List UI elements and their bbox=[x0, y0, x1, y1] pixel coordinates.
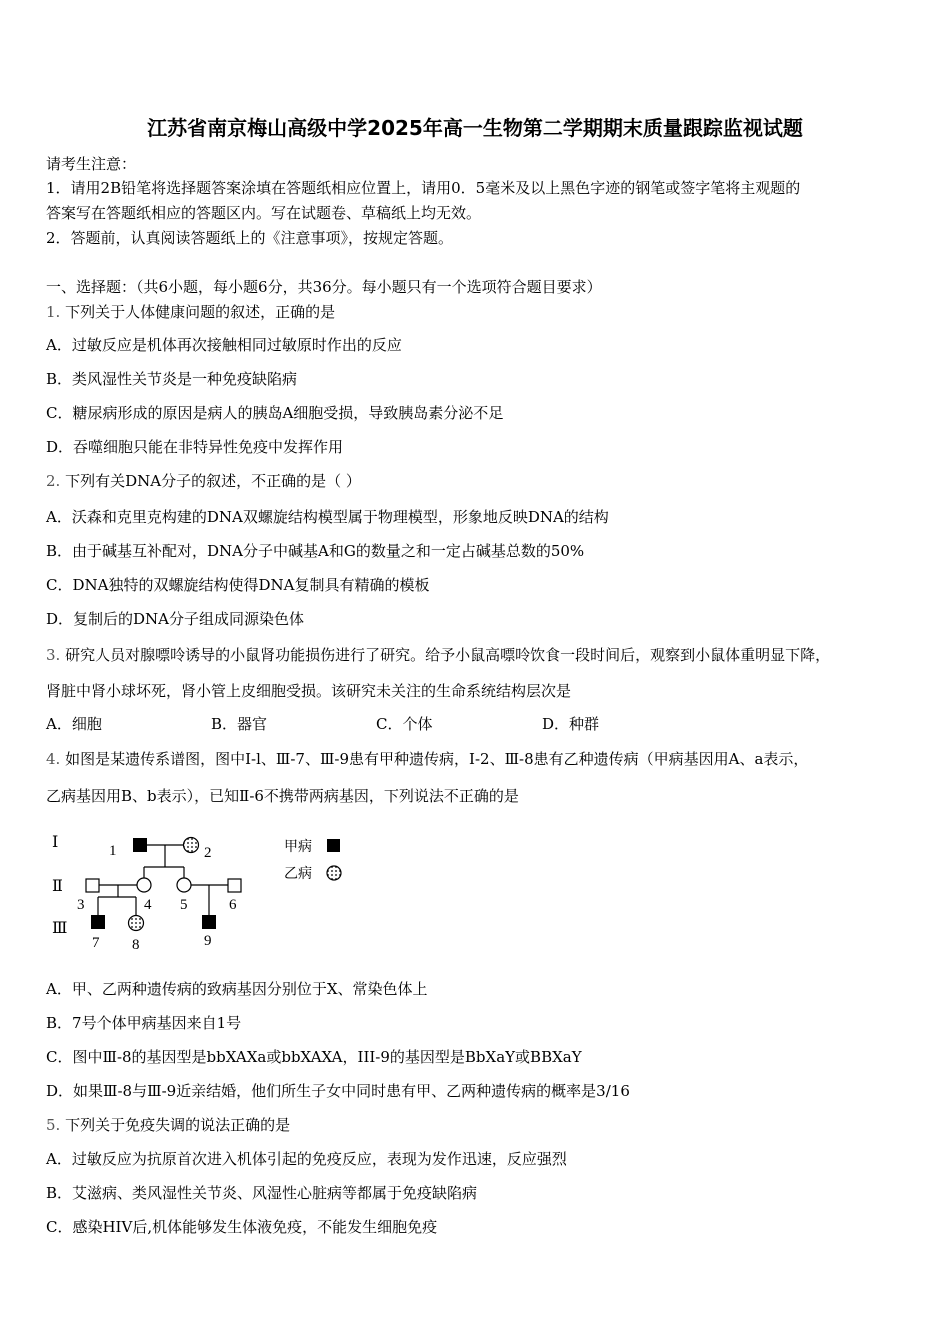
q2-option-b: B．由于碱基互补配对，DNA分子中碱基A和G的数量之和一定占碱基总数的50% bbox=[46, 542, 585, 560]
question-2-stem bbox=[46, 471, 920, 491]
generation-label-3: Ⅲ bbox=[52, 920, 68, 937]
q4-option-b: B．7号个体甲病基因来自1号 bbox=[46, 1014, 242, 1032]
q2-option-d: D．复制后的DNA分子组成同源染色体 bbox=[46, 610, 305, 628]
question-3-stem-cont: 肾脏中肾小球坏死，肾小管上皮细胞受损。该研究未关注的生命系统结构层次是 bbox=[46, 682, 572, 700]
question-text: 研究人员对腺嘌呤诱导的小鼠肾功能损伤进行了研究。给予小鼠高嘌呤饮食一段时间后，观察到小鼠体重明显下降， bbox=[65, 646, 831, 664]
question-1-stem bbox=[46, 302, 920, 322]
q1-option-c: C．糖尿病形成的原因是病人的胰岛A细胞受损，导致胰岛素分泌不足 bbox=[46, 404, 504, 422]
q3-option-d: D．种群 bbox=[542, 715, 600, 733]
individual-6 bbox=[228, 879, 241, 892]
label-4: 4 bbox=[144, 897, 152, 913]
q2-option-a: A．沃森和克里克构建的DNA双螺旋结构模型属于物理模型，形象地反映DNA的结构 bbox=[46, 508, 609, 526]
question-text: 下列关于人体健康问题的叙述，正确的是 bbox=[65, 303, 336, 321]
notice-item: 1．请用2B铅笔将选择题答案涂填在答题纸相应位置上，请用0．5毫米及以上黑色字迹的钢笔或签字笔将主观题的 bbox=[46, 179, 801, 197]
label-8: 8 bbox=[132, 937, 140, 953]
individual-9-affected-a bbox=[202, 915, 216, 929]
label-9: 9 bbox=[204, 933, 212, 949]
question-5-stem bbox=[46, 1115, 920, 1135]
notice-heading: 请考生注意： bbox=[46, 155, 137, 173]
label-6: 6 bbox=[229, 897, 237, 913]
label-3: 3 bbox=[77, 897, 85, 913]
q1-option-a: A．过敏反应是机体再次接触相同过敏原时作出的反应 bbox=[46, 336, 402, 354]
question-4-stem-cont: 乙病基因用B、b表示），已知Ⅱ-6不携带两病基因，下列说法不正确的是 bbox=[46, 787, 519, 805]
question-number: 3. bbox=[46, 646, 61, 664]
legend-yi: 乙病 bbox=[284, 867, 312, 882]
q3-option-a: A．细胞 bbox=[46, 715, 102, 733]
legend-yi-symbol bbox=[327, 866, 341, 880]
q4-option-d: D．如果Ⅲ-8与Ⅲ-9近亲结婚，他们所生子女中同时患有甲、乙两种遗传病的概率是3/16 bbox=[46, 1082, 630, 1100]
question-text: 下列有关DNA分子的叙述，不正确的是（ ） bbox=[65, 472, 361, 490]
q4-option-a: A．甲、乙两种遗传病的致病基因分别位于X、常染色体上 bbox=[46, 980, 428, 998]
question-number: 5. bbox=[46, 1116, 61, 1134]
pedigree-chart bbox=[46, 825, 366, 955]
legend-jia: 甲病 bbox=[284, 840, 312, 855]
individual-8-affected-b bbox=[129, 916, 144, 931]
label-7: 7 bbox=[92, 935, 100, 951]
q4-option-c: C．图中Ⅲ-8的基因型是bbXAXa或bbXAXA，III-9的基因型是BbXaY或BBXaY bbox=[46, 1048, 582, 1066]
notice-item: 2．答题前，认真阅读答题纸上的《注意事项》，按规定答题。 bbox=[46, 229, 454, 247]
individual-1-affected-a bbox=[133, 838, 147, 852]
page-title: 江苏省南京梅山高级中学2025年高一生物第二学期期末质量跟踪监视试题 bbox=[147, 116, 803, 140]
q3-option-b: B．器官 bbox=[211, 715, 268, 733]
question-number: 1. bbox=[46, 303, 61, 321]
generation-label-2: Ⅱ bbox=[52, 878, 63, 895]
q1-option-b: B．类风湿性关节炎是一种免疫缺陷病 bbox=[46, 370, 298, 388]
question-text: 下列关于免疫失调的说法正确的是 bbox=[65, 1116, 291, 1134]
label-2: 2 bbox=[204, 845, 212, 861]
individual-2-affected-b bbox=[184, 838, 199, 853]
generation-label-1: Ⅰ bbox=[52, 834, 59, 851]
question-3-stem bbox=[46, 645, 940, 665]
individual-4 bbox=[137, 878, 151, 892]
q3-option-c: C．个体 bbox=[376, 715, 433, 733]
q2-option-c: C．DNA独特的双螺旋结构使得DNA复制具有精确的模板 bbox=[46, 576, 430, 594]
question-text: 如图是某遗传系谱图，图中Ⅰ-l、Ⅲ-7、Ⅲ-9患有甲种遗传病，Ⅰ-2、Ⅲ-8患有乙种遗传病（甲病基因用A、a表示， bbox=[65, 750, 809, 768]
question-4-stem bbox=[46, 749, 940, 769]
individual-7-affected-a bbox=[91, 915, 105, 929]
question-number: 4. bbox=[46, 750, 61, 768]
label-5: 5 bbox=[180, 897, 188, 913]
legend-jia-symbol bbox=[327, 839, 340, 852]
section-heading: 一、选择题：（共6小题，每小题6分，共36分。每小题只有一个选项符合题目要求） bbox=[46, 278, 602, 296]
individual-3 bbox=[86, 879, 99, 892]
q5-option-a: A．过敏反应为抗原首次进入机体引起的免疫反应，表现为发作迅速，反应强烈 bbox=[46, 1150, 567, 1168]
q5-option-c: C．感染HIV后,机体能够发生体液免疫，不能发生细胞免疫 bbox=[46, 1218, 438, 1236]
question-number: 2. bbox=[46, 472, 61, 490]
q1-option-d: D．吞噬细胞只能在非特异性免疫中发挥作用 bbox=[46, 438, 344, 456]
label-1: 1 bbox=[109, 843, 117, 859]
notice-item: 答案写在答题纸相应的答题区内。写在试题卷、草稿纸上均无效。 bbox=[46, 204, 482, 222]
individual-5 bbox=[177, 878, 191, 892]
q5-option-b: B．艾滋病、类风湿性关节炎、风湿性心脏病等都属于免疫缺陷病 bbox=[46, 1184, 478, 1202]
